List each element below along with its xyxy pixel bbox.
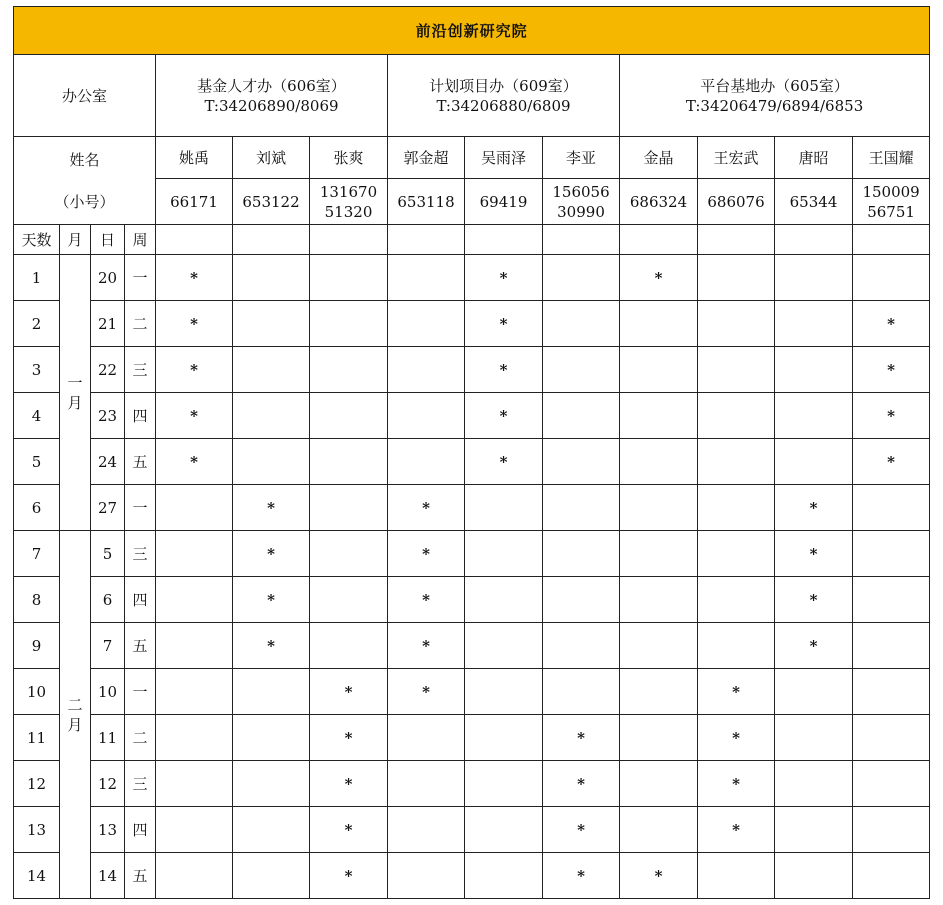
duty-schedule-table xyxy=(13,6,930,899)
duty-cell xyxy=(775,255,853,301)
duty-cell xyxy=(853,485,930,531)
duty-cell xyxy=(310,301,388,347)
duty-mark: * xyxy=(698,669,775,715)
day-count-cell: 12 xyxy=(14,761,60,807)
duty-mark: * xyxy=(465,301,543,347)
duty-cell xyxy=(853,623,930,669)
duty-mark: * xyxy=(620,853,698,899)
duty-cell xyxy=(620,531,698,577)
day-cell: 7 xyxy=(91,623,125,669)
day-cell: 13 xyxy=(91,807,125,853)
duty-cell xyxy=(853,715,930,761)
day-count-cell: 1 xyxy=(14,255,60,301)
staff-name: 金晶 xyxy=(620,137,698,179)
month-label: 二月 xyxy=(67,695,83,734)
duty-cell xyxy=(853,807,930,853)
staff-ext xyxy=(698,179,775,225)
duty-mark: * xyxy=(156,301,233,347)
duty-cell xyxy=(465,485,543,531)
duty-cell xyxy=(698,577,775,623)
duty-cell xyxy=(543,439,620,485)
day-cell: 10 xyxy=(91,669,125,715)
day-cell: 22 xyxy=(91,347,125,393)
duty-cell xyxy=(233,347,310,393)
table-row xyxy=(14,255,930,301)
weekday-cell: 一 xyxy=(125,255,156,301)
duty-cell xyxy=(233,255,310,301)
day-cell: 21 xyxy=(91,301,125,347)
duty-mark: * xyxy=(775,623,853,669)
table-row xyxy=(14,669,930,715)
duty-cell xyxy=(156,485,233,531)
staff-name: 王宏武 xyxy=(698,137,775,179)
weekday-cell: 五 xyxy=(125,623,156,669)
office-phone: T:34206890/8069 xyxy=(204,96,339,115)
duty-cell xyxy=(853,669,930,715)
staff-ext-line: 56751 xyxy=(867,202,915,221)
staff-ext-line: 686076 xyxy=(707,192,765,211)
staff-ext-line: 686324 xyxy=(629,192,688,211)
col-month: 月 xyxy=(60,225,91,255)
duty-cell xyxy=(156,761,233,807)
duty-cell xyxy=(233,807,310,853)
staff-name: 郭金超 xyxy=(388,137,465,179)
table-row xyxy=(14,531,930,577)
duty-cell xyxy=(465,623,543,669)
duty-cell xyxy=(543,669,620,715)
month-cell xyxy=(60,531,91,899)
duty-mark: * xyxy=(698,807,775,853)
day-count-cell: 5 xyxy=(14,439,60,485)
duty-cell xyxy=(388,393,465,439)
duty-cell xyxy=(388,853,465,899)
day-count-cell: 2 xyxy=(14,301,60,347)
weekday-cell: 五 xyxy=(125,439,156,485)
staff-ext xyxy=(465,179,543,225)
duty-cell xyxy=(465,577,543,623)
month-label: 一月 xyxy=(67,373,83,412)
duty-mark: * xyxy=(465,347,543,393)
day-cell: 6 xyxy=(91,577,125,623)
staff-ext xyxy=(775,179,853,225)
staff-ext-line: 653122 xyxy=(242,192,300,211)
duty-cell xyxy=(775,347,853,393)
duty-cell xyxy=(233,761,310,807)
duty-mark: * xyxy=(310,715,388,761)
duty-cell xyxy=(465,669,543,715)
day-count-cell: 3 xyxy=(14,347,60,393)
duty-mark: * xyxy=(853,347,930,393)
duty-cell xyxy=(543,531,620,577)
day-cell: 11 xyxy=(91,715,125,761)
staff-ext xyxy=(310,179,388,225)
duty-cell xyxy=(310,393,388,439)
staff-ext xyxy=(233,179,310,225)
staff-ext-line: 65344 xyxy=(789,192,838,211)
duty-cell xyxy=(465,853,543,899)
staff-name: 唐昭 xyxy=(775,137,853,179)
day-cell: 27 xyxy=(91,485,125,531)
duty-cell xyxy=(310,623,388,669)
duty-cell xyxy=(233,393,310,439)
day-count-cell: 8 xyxy=(14,577,60,623)
day-count-cell: 9 xyxy=(14,623,60,669)
duty-cell xyxy=(156,807,233,853)
staff-ext-line: 51320 xyxy=(324,202,373,221)
day-count-cell: 6 xyxy=(14,485,60,531)
office-cell-platform-base xyxy=(620,55,930,137)
duty-mark: * xyxy=(543,807,620,853)
day-count-cell: 10 xyxy=(14,669,60,715)
duty-cell xyxy=(465,531,543,577)
staff-ext xyxy=(853,179,930,225)
duty-cell xyxy=(698,531,775,577)
duty-cell xyxy=(698,301,775,347)
office-name: 平台基地办（605室） xyxy=(700,76,849,95)
duty-cell xyxy=(853,255,930,301)
staff-ext-line: 131670 xyxy=(319,182,378,201)
duty-mark: * xyxy=(465,393,543,439)
duty-mark: * xyxy=(465,255,543,301)
duty-cell xyxy=(698,439,775,485)
duty-cell xyxy=(156,715,233,761)
name-ext-label xyxy=(14,137,156,225)
duty-cell xyxy=(543,393,620,439)
duty-cell xyxy=(465,761,543,807)
duty-cell xyxy=(775,439,853,485)
month-cell xyxy=(60,255,91,531)
duty-cell xyxy=(310,439,388,485)
duty-cell xyxy=(620,393,698,439)
duty-mark: * xyxy=(310,853,388,899)
duty-mark: * xyxy=(388,577,465,623)
duty-cell xyxy=(698,623,775,669)
duty-mark: * xyxy=(310,807,388,853)
duty-mark: * xyxy=(233,623,310,669)
duty-cell xyxy=(775,807,853,853)
table-row xyxy=(14,301,930,347)
duty-cell xyxy=(698,393,775,439)
office-cell-plan-project xyxy=(388,55,620,137)
weekday-cell: 二 xyxy=(125,301,156,347)
table-row xyxy=(14,347,930,393)
duty-cell xyxy=(620,761,698,807)
duty-cell xyxy=(388,807,465,853)
duty-mark: * xyxy=(543,715,620,761)
office-cell-fund-talent xyxy=(156,55,388,137)
duty-mark: * xyxy=(620,255,698,301)
staff-ext-line: 150009 xyxy=(862,182,920,201)
duty-cell xyxy=(620,577,698,623)
duty-mark: * xyxy=(543,853,620,899)
duty-mark: * xyxy=(310,669,388,715)
duty-cell xyxy=(543,623,620,669)
duty-cell xyxy=(853,761,930,807)
duty-cell xyxy=(233,439,310,485)
table-row xyxy=(14,577,930,623)
duty-cell xyxy=(310,485,388,531)
day-cell: 5 xyxy=(91,531,125,577)
weekday-cell: 三 xyxy=(125,761,156,807)
office-name: 计划项目办（609室） xyxy=(429,76,578,95)
duty-mark: * xyxy=(465,439,543,485)
duty-mark: * xyxy=(388,485,465,531)
duty-cell xyxy=(233,715,310,761)
duty-cell xyxy=(698,347,775,393)
staff-ext-line: 66171 xyxy=(170,192,218,211)
duty-cell xyxy=(465,807,543,853)
table-row xyxy=(14,393,930,439)
day-count-cell: 4 xyxy=(14,393,60,439)
duty-cell xyxy=(233,301,310,347)
duty-mark: * xyxy=(233,531,310,577)
office-phone: T:34206479/6894/6853 xyxy=(685,96,864,115)
duty-cell xyxy=(465,715,543,761)
duty-cell xyxy=(156,623,233,669)
weekday-cell: 三 xyxy=(125,531,156,577)
duty-cell xyxy=(388,715,465,761)
duty-cell xyxy=(775,853,853,899)
col-weekday: 周 xyxy=(125,225,156,255)
duty-cell xyxy=(310,347,388,393)
duty-cell xyxy=(543,485,620,531)
duty-mark: * xyxy=(233,577,310,623)
duty-cell xyxy=(620,669,698,715)
duty-mark: * xyxy=(156,347,233,393)
duty-cell xyxy=(156,853,233,899)
table-row xyxy=(14,485,930,531)
duty-cell xyxy=(543,301,620,347)
duty-cell xyxy=(233,669,310,715)
duty-cell xyxy=(620,485,698,531)
weekday-cell: 二 xyxy=(125,715,156,761)
staff-ext-line: 30990 xyxy=(557,202,605,221)
duty-mark: * xyxy=(233,485,310,531)
day-cell: 20 xyxy=(91,255,125,301)
day-cell: 23 xyxy=(91,393,125,439)
duty-cell xyxy=(233,853,310,899)
duty-mark: * xyxy=(388,531,465,577)
weekday-cell: 五 xyxy=(125,853,156,899)
duty-mark: * xyxy=(156,393,233,439)
staff-ext xyxy=(620,179,698,225)
duty-cell xyxy=(388,439,465,485)
table-row xyxy=(14,807,930,853)
duty-mark: * xyxy=(388,669,465,715)
duty-cell xyxy=(698,485,775,531)
day-cell: 12 xyxy=(91,761,125,807)
duty-cell xyxy=(620,715,698,761)
staff-name: 王国耀 xyxy=(853,137,930,179)
duty-cell xyxy=(775,301,853,347)
duty-cell xyxy=(388,761,465,807)
duty-mark: * xyxy=(775,531,853,577)
duty-mark: * xyxy=(698,761,775,807)
duty-cell xyxy=(775,761,853,807)
staff-name: 张爽 xyxy=(310,137,388,179)
duty-cell xyxy=(853,577,930,623)
duty-cell xyxy=(388,347,465,393)
weekday-cell: 一 xyxy=(125,485,156,531)
day-count-cell: 11 xyxy=(14,715,60,761)
table-row xyxy=(14,623,930,669)
duty-mark: * xyxy=(388,623,465,669)
duty-cell xyxy=(698,255,775,301)
office-phone: T:34206880/6809 xyxy=(436,96,571,115)
duty-cell xyxy=(698,853,775,899)
staff-ext xyxy=(543,179,620,225)
day-count-cell: 13 xyxy=(14,807,60,853)
day-count-cell: 7 xyxy=(14,531,60,577)
duty-cell xyxy=(156,669,233,715)
duty-cell xyxy=(543,577,620,623)
staff-ext-line: 69419 xyxy=(479,192,528,211)
weekday-cell: 四 xyxy=(125,807,156,853)
staff-ext xyxy=(388,179,465,225)
duty-mark: * xyxy=(853,393,930,439)
duty-mark: * xyxy=(543,761,620,807)
staff-name: 吴雨泽 xyxy=(465,137,543,179)
duty-cell xyxy=(620,301,698,347)
col-day-count: 天数 xyxy=(14,225,60,255)
duty-mark: * xyxy=(853,439,930,485)
name-label: 姓名 xyxy=(69,150,100,169)
duty-mark: * xyxy=(775,577,853,623)
duty-cell xyxy=(388,255,465,301)
duty-mark: * xyxy=(310,761,388,807)
weekday-cell: 一 xyxy=(125,669,156,715)
weekday-cell: 四 xyxy=(125,577,156,623)
staff-ext-line: 653118 xyxy=(397,192,455,211)
table-title: 前沿创新研究院 xyxy=(14,7,930,55)
duty-cell xyxy=(310,255,388,301)
duty-cell xyxy=(775,715,853,761)
staff-name: 姚禹 xyxy=(156,137,233,179)
col-day: 日 xyxy=(91,225,125,255)
staff-ext xyxy=(156,179,233,225)
table-row xyxy=(14,715,930,761)
duty-cell xyxy=(853,853,930,899)
duty-cell xyxy=(775,669,853,715)
staff-name: 李亚 xyxy=(543,137,620,179)
duty-cell xyxy=(156,577,233,623)
duty-cell xyxy=(620,807,698,853)
duty-mark: * xyxy=(698,715,775,761)
duty-cell xyxy=(620,439,698,485)
duty-cell xyxy=(620,347,698,393)
day-cell: 24 xyxy=(91,439,125,485)
staff-ext-line: 156056 xyxy=(552,182,610,201)
duty-cell xyxy=(156,531,233,577)
day-cell: 14 xyxy=(91,853,125,899)
duty-cell xyxy=(543,347,620,393)
table-row xyxy=(14,439,930,485)
duty-cell xyxy=(775,393,853,439)
table-row xyxy=(14,761,930,807)
duty-mark: * xyxy=(853,301,930,347)
staff-name: 刘斌 xyxy=(233,137,310,179)
duty-mark: * xyxy=(156,255,233,301)
weekday-cell: 四 xyxy=(125,393,156,439)
office-name: 基金人才办（606室） xyxy=(197,76,346,95)
day-count-cell: 14 xyxy=(14,853,60,899)
weekday-cell: 三 xyxy=(125,347,156,393)
duty-cell xyxy=(388,301,465,347)
duty-cell xyxy=(543,255,620,301)
table-row xyxy=(14,853,930,899)
ext-label: （小号） xyxy=(54,192,115,211)
duty-cell xyxy=(620,623,698,669)
office-label: 办公室 xyxy=(14,55,156,137)
duty-cell xyxy=(310,577,388,623)
duty-mark: * xyxy=(775,485,853,531)
duty-cell xyxy=(853,531,930,577)
duty-mark: * xyxy=(156,439,233,485)
duty-cell xyxy=(310,531,388,577)
